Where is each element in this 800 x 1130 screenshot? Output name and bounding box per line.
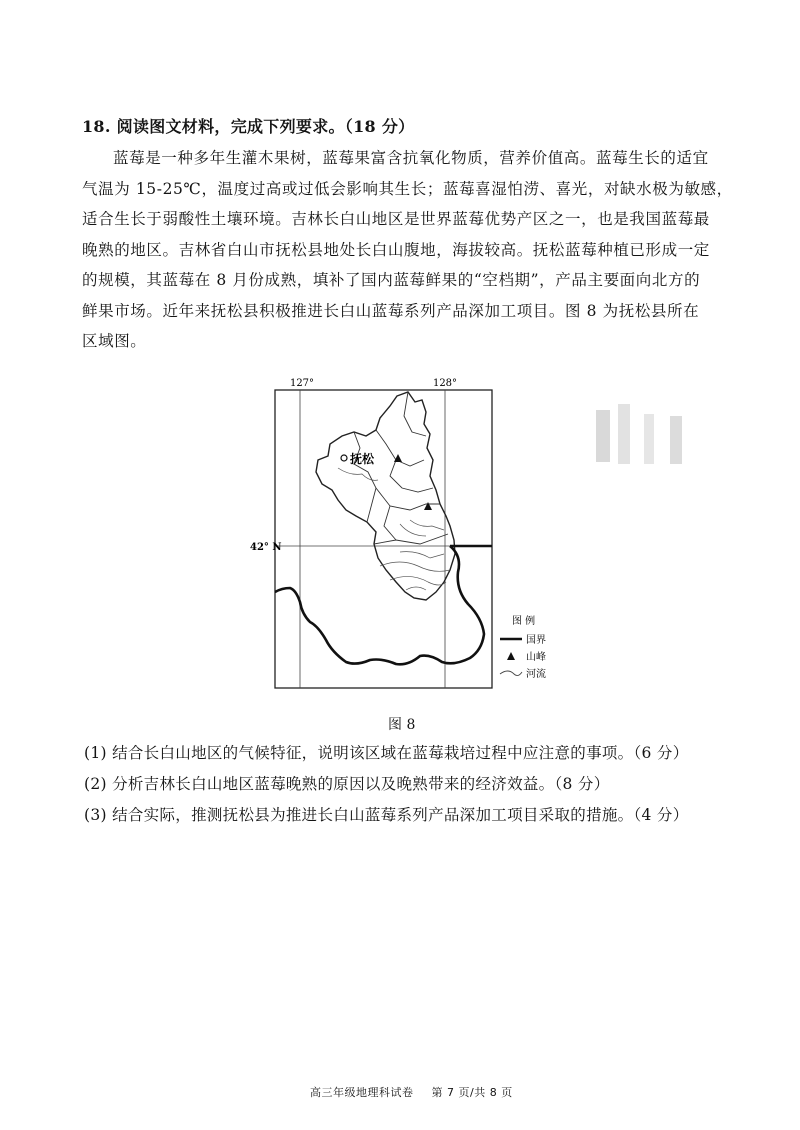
legend-border-label: 国界 — [526, 635, 546, 646]
sub-question: (2) 分析吉林长白山地区蓝莓晚熟的原因以及晚熟带来的经济效益。（8 分） — [84, 775, 610, 793]
lon-label-left: 127° — [289, 378, 315, 389]
scan-artifact-svg — [592, 400, 692, 470]
lat-label: 42° N — [250, 542, 282, 553]
township-boundary — [376, 488, 440, 510]
footer-page-number: 第 7 页/共 8 页 — [431, 1086, 513, 1099]
lon-label-right: 128° — [432, 378, 458, 389]
sub-question-list — [84, 738, 744, 831]
legend-river-icon — [500, 671, 522, 676]
page-footer — [310, 1084, 527, 1100]
legend-river-label: 河流 — [526, 669, 546, 680]
footer-subject: 高三年级地理科试卷 — [310, 1086, 414, 1099]
passage-line: 鲜果市场。近年来抚松县积极推进长白山蓝莓系列产品深加工项目。图 8 为抚松县所在 — [82, 301, 700, 320]
scan-artifact — [592, 400, 692, 470]
map-frame — [275, 390, 492, 688]
township-boundary — [374, 534, 448, 544]
township-boundary — [384, 506, 396, 540]
river — [338, 468, 378, 480]
river — [380, 562, 450, 571]
county-boundary — [316, 392, 455, 600]
township-boundary — [404, 392, 426, 436]
city-label: 抚松 — [350, 452, 375, 466]
peak-icon — [424, 502, 432, 510]
passage-line: 适合生长于弱酸性土壤环境。吉林长白山地区是世界蓝莓优势产区之一，也是我国蓝莓最 — [82, 210, 710, 228]
scan-smudge — [670, 416, 682, 464]
passage-line: 区域图。 — [82, 332, 147, 350]
passage-line: 的规模，其蓝莓在 8 月份成熟，填补了国内蓝莓鲜果的“空档期”，产品主要面向北方的 — [82, 271, 701, 289]
region-map-svg — [250, 376, 560, 706]
region-map — [250, 376, 560, 706]
figure-caption: 图 8 — [388, 717, 416, 733]
passage-line: 蓝莓是一种多年生灌木果树，蓝莓果富含抗氧化物质，营养价值高。蓝莓生长的适宜 — [113, 149, 709, 167]
scan-smudge — [618, 404, 630, 464]
passage-line: 晚熟的地区。吉林省白山市抚松县地处长白山腹地，海拔较高。抚松蓝莓种植已形成一定 — [82, 240, 710, 259]
legend-title: 图 例 — [512, 616, 536, 627]
material-passage — [82, 143, 732, 357]
river — [400, 552, 444, 558]
township-boundary — [376, 430, 433, 492]
river — [410, 520, 444, 530]
river — [406, 587, 426, 590]
scan-smudge — [644, 414, 654, 464]
sub-question: (3) 结合实际，推测抚松县为推进长白山蓝莓系列产品深加工项目采取的措施。（4 分） — [84, 806, 689, 824]
legend-peak-label: 山峰 — [526, 652, 546, 663]
city-marker-icon — [341, 455, 347, 461]
passage-line: 气温为 15-25℃，温度过高或过低会影响其生长；蓝莓喜湿怕涝、喜光，对缺水极为敏感， — [82, 179, 733, 198]
question-title: 18. 阅读图文材料，完成下列要求。（18 分） — [82, 117, 415, 136]
sub-question: (1) 结合长白山地区的气候特征，说明该区域在蓝莓栽培过程中应注意的事项。（6 分） — [84, 744, 689, 762]
scan-smudge — [596, 410, 610, 462]
legend-peak-icon — [507, 652, 515, 660]
